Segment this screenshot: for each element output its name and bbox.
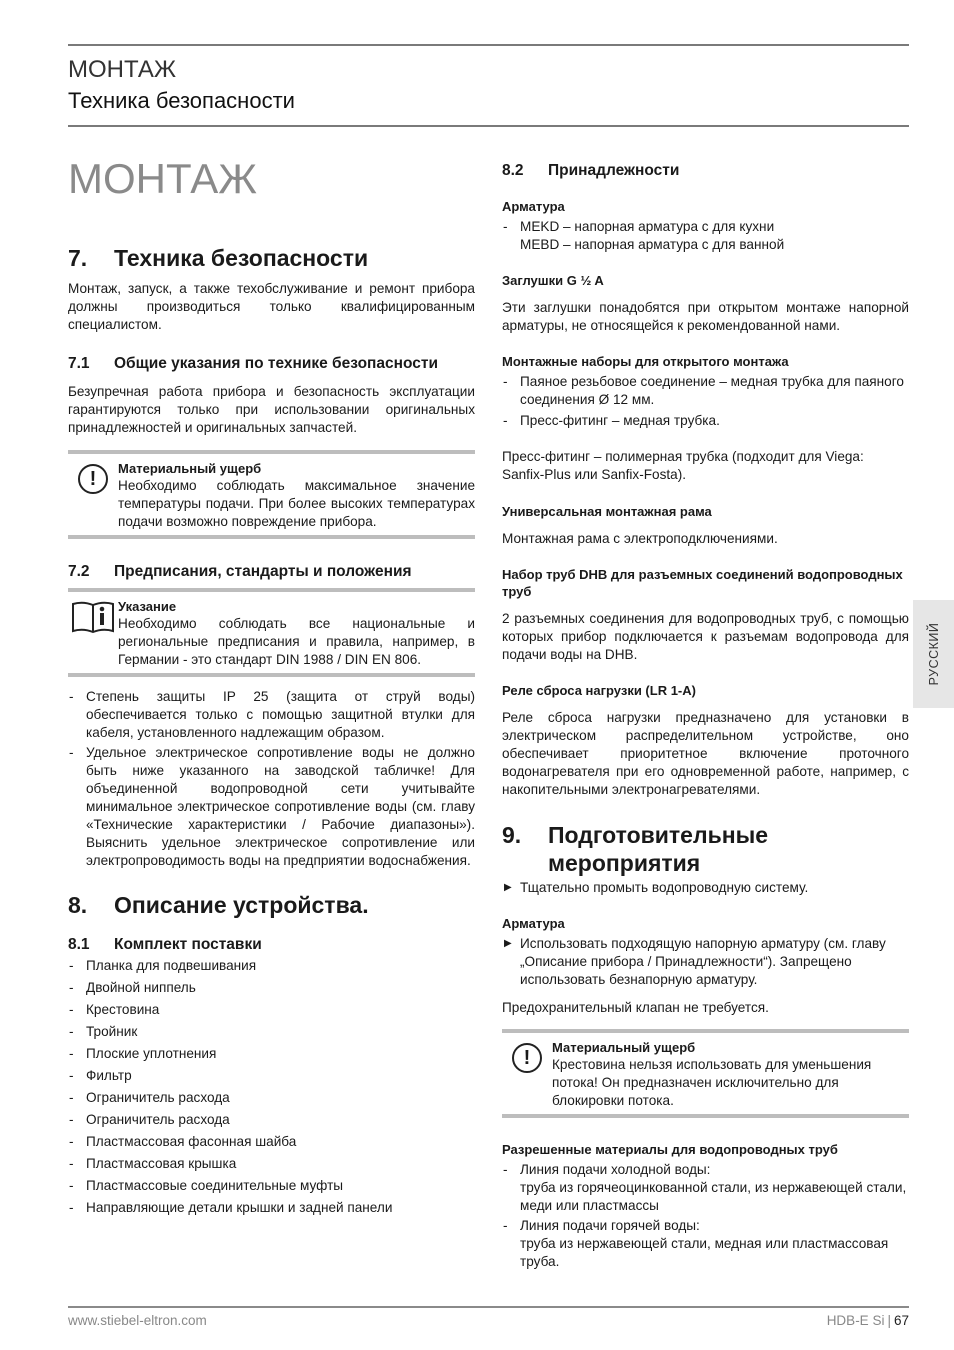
footer-page-info: HDB-E Si | 67	[826, 1313, 909, 1328]
top-rule	[68, 44, 909, 46]
list-item: - Удельное электрическое сопротивление воды не должно быть ниже указанного на заводской табличке! Для объединенной водопроводной сети учитывайте минимальное электрическое сопротивление воды (см. главу «Технические характеристики / Рабочие диапазоны»). Выяснить удельное электрическое сопротивление или электропроводимость воды на предприятии водоснабжения.	[68, 744, 475, 870]
language-tab: РУССКИЙ	[913, 600, 954, 708]
list-item: - Планка для подвешивания	[68, 957, 475, 975]
warning-icon: !	[78, 464, 108, 494]
heading-9: 9. Подготовительные мероприятия	[502, 822, 769, 876]
heading-8-1: 8.1 Комплект поставки	[68, 936, 262, 953]
delivery-list	[68, 957, 475, 1217]
list-item: - Линия подачи холодной воды: труба из горячеоцинкованной стали, из нержавеющей стали, меди или пластмассы	[502, 1161, 909, 1215]
notice-text: Необходимо соблюдать все национальные и региональные предписания и правила, например, в Германии - это стандарт DIN 1988 / DIN EN 806.	[118, 616, 475, 667]
kits-text: Пресс-фитинг – полимерная трубка (подходит для Viega: Sanfix-Plus или Sanfix-Fosta).	[502, 449, 864, 482]
list-item: - Паяное резьбовое соединение – медная трубка для паяного соединения Ø 12 мм.	[502, 373, 909, 409]
list-item: - MEKD – напорная арматура с для кухни MEBD – напорная арматура с для ванной	[502, 218, 909, 254]
relay-title: Реле сброса нагрузки (LR 1-A)	[502, 683, 696, 698]
list-item: - Пресс-фитинг – медная трубка.	[502, 412, 909, 430]
list-item: - Пластмассовая крышка	[68, 1155, 475, 1173]
list-item: - Пластмассовые соединительные муфты	[68, 1177, 475, 1195]
notice-text: Необходимо соблюдать максимальное значение температуры подачи. При более высоких температурах подачи возможно повреждение прибора.	[118, 478, 475, 529]
armatura2-title: Арматура	[502, 916, 565, 931]
plugs-text: Эти заглушки понадобятся при открытом монтаже напорной арматуры, не относящейся к рекомендованной нами.	[502, 300, 909, 333]
right-column	[502, 160, 909, 1271]
pipes-text: 2 разъемных соединения для водопроводных труб, с помощью которых прибор подключается к разъемам водопровода для подачи воды на DHB.	[502, 611, 909, 662]
step-item: ▶ Использовать подходящую напорную арматуру (см. главу „Описание прибора / Принадлежности“). Запрещено использовать безнапорную арматуру.	[502, 935, 909, 989]
left-column	[68, 244, 475, 1217]
heading-7-2: 7.2 Предписания, стандарты и положения	[68, 563, 412, 580]
requirements-list	[68, 688, 475, 870]
pipes-title: Набор труб DHB для разъемных соединений водопроводных труб	[502, 567, 903, 599]
list-item: - Ограничитель расхода	[68, 1089, 475, 1107]
page-title: МОНТАЖ	[68, 155, 258, 202]
kits-title: Монтажные наборы для открытого монтажа	[502, 354, 789, 369]
notice-title: Указание	[118, 599, 177, 614]
valve-text: Предохранительный клапан не требуется.	[502, 1000, 769, 1015]
header-section: МОНТАЖ	[68, 56, 177, 83]
step-item: ▶ Тщательно промыть водопроводную систему.	[502, 879, 909, 897]
list-item: - Тройник	[68, 1023, 475, 1041]
warning-icon: !	[512, 1043, 542, 1073]
list-item: - Степень защиты IP 25 (защита от струй воды) обеспечивается только с помощью защитной втулки для кабеля, установленного надлежащим образом.	[68, 688, 475, 742]
notice-info	[68, 588, 475, 677]
armatura-title: Арматура	[502, 199, 565, 214]
book-info-icon	[71, 600, 115, 634]
footer-url: www.stiebel-eltron.com	[68, 1313, 207, 1328]
notice-damage	[68, 450, 475, 539]
list-item: - Крестовина	[68, 1001, 475, 1019]
flush-step	[502, 879, 909, 897]
heading-7: 7. Техника безопасности	[68, 245, 369, 271]
frame-text: Монтажная рама с электроподключениями.	[502, 531, 778, 546]
notice-title: Материальный ущерб	[118, 461, 262, 476]
relay-text: Реле сброса нагрузки предназначено для установки в электрическом распределительном устройстве, оно обеспечивает приоритетное включение проточного водонагревателя при его одновременной работе, например, с накопительными электронагревателями.	[502, 710, 909, 797]
heading-8-2: 8.2 Принадлежности	[502, 162, 680, 179]
plugs-title: Заглушки G ½ A	[502, 273, 604, 288]
intro-text: Монтаж, запуск, а также техобслуживание и ремонт прибора должны производиться только квалифицированным специалистом.	[68, 281, 475, 332]
list-item: - Направляющие детали крышки и задней панели	[68, 1199, 475, 1217]
general-text: Безупречная работа прибора и безопасность эксплуатации гарантируются только при использовании оригинальных принадлежностей и оригинальных запчастей.	[68, 384, 475, 435]
frame-title: Универсальная монтажная рама	[502, 504, 712, 519]
list-item: - Фильтр	[68, 1067, 475, 1085]
armatura-list	[502, 218, 909, 254]
list-item: - Плоские уплотнения	[68, 1045, 475, 1063]
armatura2-step	[502, 935, 909, 989]
header-subsection: Техника безопасности	[68, 88, 295, 113]
materials-list	[502, 1161, 909, 1271]
footer-rule	[68, 1306, 909, 1308]
list-item: - Ограничитель расхода	[68, 1111, 475, 1129]
list-item: - Пластмассовая фасонная шайба	[68, 1133, 475, 1151]
header-rule	[68, 125, 909, 127]
materials-title: Разрешенные материалы для водопроводных труб	[502, 1142, 838, 1157]
list-item: - Двойной ниппель	[68, 979, 475, 997]
heading-7-1: 7.1 Общие указания по технике безопасности	[68, 355, 439, 372]
page-number: 67	[893, 1313, 909, 1328]
kits-list	[502, 373, 909, 430]
notice-title: Материальный ущерб	[552, 1040, 696, 1055]
notice-damage-2	[502, 1029, 909, 1118]
notice-text: Крестовина нельзя использовать для уменьшения потока! Он предназначен исключительно для блокировки потока.	[552, 1057, 872, 1108]
heading-8: 8. Описание устройства.	[68, 892, 369, 918]
list-item: - Линия подачи горячей воды: труба из нержавеющей стали, медная или пластмассовая труба.	[502, 1217, 909, 1271]
